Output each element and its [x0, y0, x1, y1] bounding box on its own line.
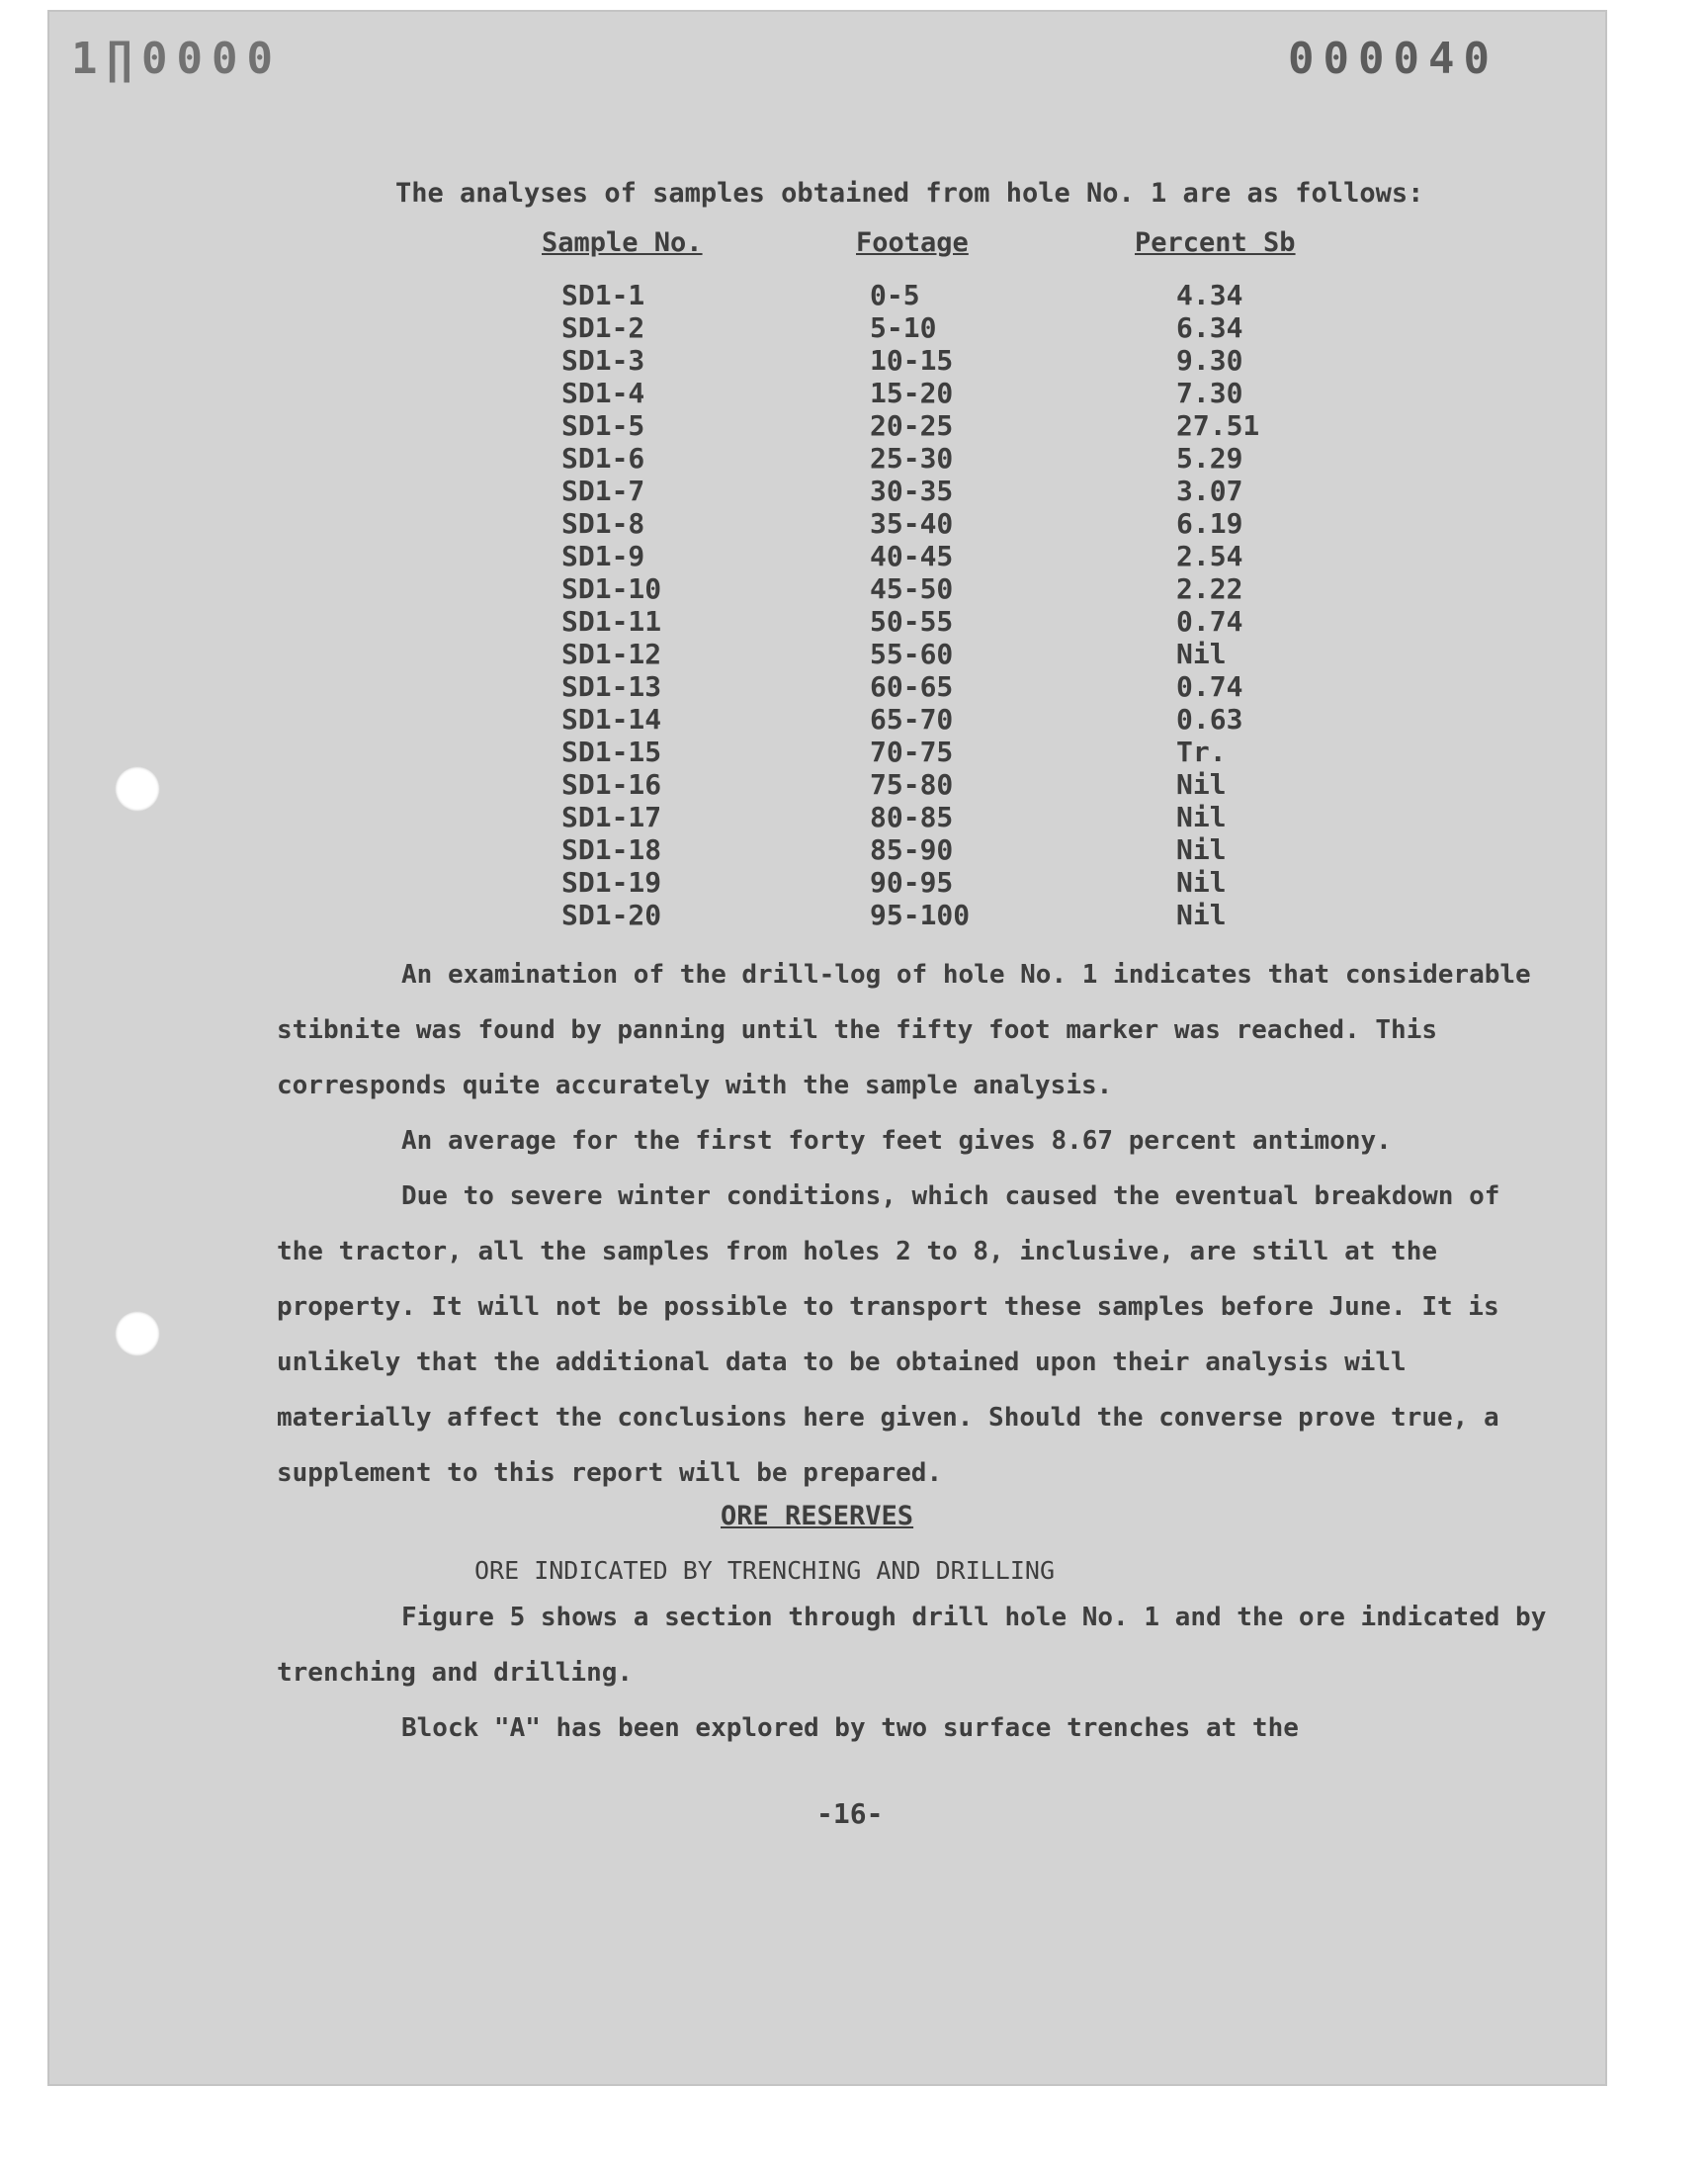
table-cell: SD1-3 [561, 344, 645, 377]
table-cell: SD1-6 [561, 442, 645, 475]
header-sample-no: Sample No. [542, 227, 703, 258]
paragraph: Due to severe winter conditions, which caused the eventual breakdown of the tractor, all the samples from holes 2 to 8, inclusive, are still at the property. It will not be possible to transport these samples before June. It is unlikely that the additional data to be obtained upon their analysis will materially affect the conclusions here given. Should the converse prove true, a supplement to this report will be prepared. [277, 1181, 1500, 1488]
table-cell: 27.51 [1176, 409, 1260, 442]
table-cell: Nil [1176, 768, 1227, 801]
column-sample-no [561, 279, 661, 931]
table-cell: 80-85 [870, 801, 954, 833]
table-cell: 2.54 [1176, 540, 1243, 572]
table-cell: 6.19 [1176, 507, 1243, 540]
table-cell: SD1-7 [561, 475, 645, 507]
table-cell: SD1-8 [561, 507, 645, 540]
table-cell: 40-45 [870, 540, 954, 572]
table-cell: SD1-18 [561, 833, 662, 866]
section-subheading: ORE INDICATED BY TRENCHING AND DRILLING [474, 1556, 1055, 1585]
table-cell: SD1-12 [561, 638, 662, 670]
table-cell: 15-20 [870, 377, 954, 409]
table-cell: SD1-17 [561, 801, 662, 833]
table-cell: Nil [1176, 638, 1227, 670]
table-cell: Nil [1176, 801, 1227, 833]
paragraph: Figure 5 shows a section through drill hole No. 1 and the ore indicated by trenching and drilling. [277, 1603, 1547, 1688]
table-cell: 30-35 [870, 475, 954, 507]
table-cell: 0.63 [1176, 703, 1243, 736]
table-cell: SD1-9 [561, 540, 645, 572]
table-cell: 55-60 [870, 638, 954, 670]
table-cell: SD1-4 [561, 377, 645, 409]
table-cell: 70-75 [870, 736, 954, 768]
table-cell: SD1-16 [561, 768, 662, 801]
table-cell: 2.22 [1176, 572, 1243, 605]
table-cell: SD1-20 [561, 899, 662, 931]
table-cell: 6.34 [1176, 311, 1243, 344]
table-cell: SD1-2 [561, 311, 645, 344]
table-cell: SD1-11 [561, 605, 662, 638]
table-cell: SD1-13 [561, 670, 662, 703]
table-cell: 5-10 [870, 311, 937, 344]
table-cell: 45-50 [870, 572, 954, 605]
table-cell: Nil [1176, 866, 1227, 899]
table-cell: 0.74 [1176, 670, 1243, 703]
table-cell: 85-90 [870, 833, 954, 866]
table-cell: Nil [1176, 899, 1227, 931]
table-cell: SD1-5 [561, 409, 645, 442]
body-text-1 [277, 947, 1552, 1501]
table-cell: 50-55 [870, 605, 954, 638]
body-text-2 [277, 1590, 1552, 1756]
header-footage: Footage [856, 227, 969, 258]
header-percent-sb: Percent Sb [1135, 227, 1296, 258]
column-percent-sb [1176, 279, 1259, 931]
table-cell: 90-95 [870, 866, 954, 899]
intro-text: The analyses of samples obtained from hole No. 1 are as follows: [395, 178, 1424, 209]
section-heading: ORE RESERVES [721, 1501, 914, 1531]
paragraph: An average for the first forty feet gives 8.67 percent antimony. [401, 1126, 1392, 1156]
table-cell: 95-100 [870, 899, 971, 931]
table-cell: 10-15 [870, 344, 954, 377]
table-cell: 20-25 [870, 409, 954, 442]
table-cell: 75-80 [870, 768, 954, 801]
stamp-right: 000040 [1288, 34, 1498, 84]
table-cell: 5.29 [1176, 442, 1243, 475]
table-cell: SD1-10 [561, 572, 662, 605]
paragraph: An examination of the drill-log of hole No. 1 indicates that considerable stibnite was found by panning until the fifty foot marker was reached. This corresponds quite accurately with the sample analysis. [277, 960, 1531, 1100]
table-cell: Nil [1176, 833, 1227, 866]
table-cell: 4.34 [1176, 279, 1243, 311]
table-cell: SD1-1 [561, 279, 645, 311]
paragraph: Block "A" has been explored by two surface trenches at the [401, 1713, 1299, 1743]
table-cell: 7.30 [1176, 377, 1243, 409]
table-cell: Tr. [1176, 736, 1227, 768]
table-cell: 25-30 [870, 442, 954, 475]
table-cell: 0.74 [1176, 605, 1243, 638]
table-cell: 3.07 [1176, 475, 1243, 507]
table-cell: SD1-14 [561, 703, 662, 736]
table-cell: 0-5 [870, 279, 920, 311]
stamp-left: 1∏0000 [71, 34, 282, 84]
table-cell: 60-65 [870, 670, 954, 703]
table-cell: 35-40 [870, 507, 954, 540]
table-cell: 65-70 [870, 703, 954, 736]
table-cell: SD1-19 [561, 866, 662, 899]
table-cell: 9.30 [1176, 344, 1243, 377]
table-cell: SD1-15 [561, 736, 662, 768]
column-footage [870, 279, 970, 931]
page-number: -16- [816, 1797, 884, 1830]
